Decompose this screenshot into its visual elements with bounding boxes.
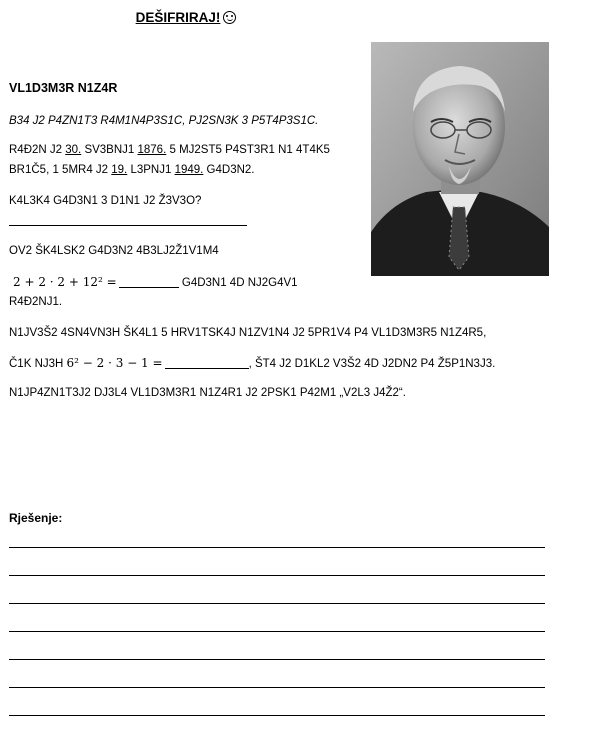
question-1: K4L3K4 G4D3N1 3 D1N1 J2 Ž3V3O? — [9, 195, 202, 207]
answer-blank-1[interactable] — [119, 287, 179, 288]
paragraph-2-text: Č1K NJ3H — [9, 358, 64, 370]
math-line-1 — [9, 275, 298, 290]
bio-line-1 — [9, 143, 330, 157]
bio-text: G4D3N2. — [203, 164, 255, 176]
birth-day: 30. — [65, 144, 82, 156]
solution-line[interactable] — [9, 687, 545, 688]
solution-label: Rješenje: — [9, 511, 63, 525]
solution-line[interactable] — [9, 631, 545, 632]
death-year: 1949. — [174, 164, 204, 176]
bio-text: L3PNJ1 — [127, 164, 175, 176]
solution-line[interactable] — [9, 575, 545, 576]
answer-line-1[interactable] — [9, 225, 247, 226]
death-day: 19. — [111, 164, 128, 176]
intro-line: B34 J2 P4ZN1T3 R4M1N4P3S1C, PJ2SN3K 3 P5T4P3S1C. — [9, 115, 319, 127]
solution-line[interactable] — [9, 715, 545, 716]
paragraph-1: N1JV3Š2 4SN4VN3H ŠK4L1 5 HRV1TSK4J N1ZV1N4 J2 5PR1V4 P4 VL1D3M3R5 N1Z4R5, — [9, 327, 487, 339]
question-2: OV2 ŠK4LSK2 G4D3N2 4B3LJ2Ž1V1M4 — [9, 245, 219, 257]
bio-text: 5 MJ2ST5 P4ST3R1 N1 4T4K5 — [166, 144, 330, 156]
math-expression-1: 2 + 2 · 2 + 12² = — [13, 275, 117, 289]
bio-text: SV3BNJ1 — [81, 144, 138, 156]
paragraph-2-text: , ŠT4 J2 D1KL2 V3Š2 4D J2DN2 P4 Ž5P1N3J3. — [248, 358, 496, 370]
solution-line[interactable] — [9, 603, 545, 604]
birth-year: 1876. — [137, 144, 167, 156]
math-expression-2: 6² − 2 · 3 − 1 = — [66, 356, 163, 370]
solution-line[interactable] — [9, 547, 545, 548]
math-line-2 — [9, 356, 495, 371]
smiley-face-icon — [223, 11, 236, 24]
bio-text: BR1Č5, 1 5MR4 J2 — [9, 164, 112, 176]
solution-line[interactable] — [9, 659, 545, 660]
page-title — [0, 10, 372, 25]
bio-text: R4Đ2N J2 — [9, 144, 66, 156]
portrait-photo — [371, 42, 549, 276]
title-text: DEŠIFRIRAJ! — [135, 10, 221, 25]
bio-line-2 — [9, 163, 255, 177]
answer-blank-2[interactable] — [165, 368, 249, 369]
math-line-1b: R4Đ2NJ1. — [9, 296, 63, 308]
name-heading: VL1D3M3R N1Z4R — [9, 81, 118, 95]
math-line-1-text: G4D3N1 4D NJ2G4V1 — [181, 277, 298, 289]
paragraph-3: N1JP4ZN1T3J2 DJ3L4 VL1D3M3R1 N1Z4R1 J2 2PSK1 P42M1 „V2L3 J4Ž2“. — [9, 387, 406, 399]
